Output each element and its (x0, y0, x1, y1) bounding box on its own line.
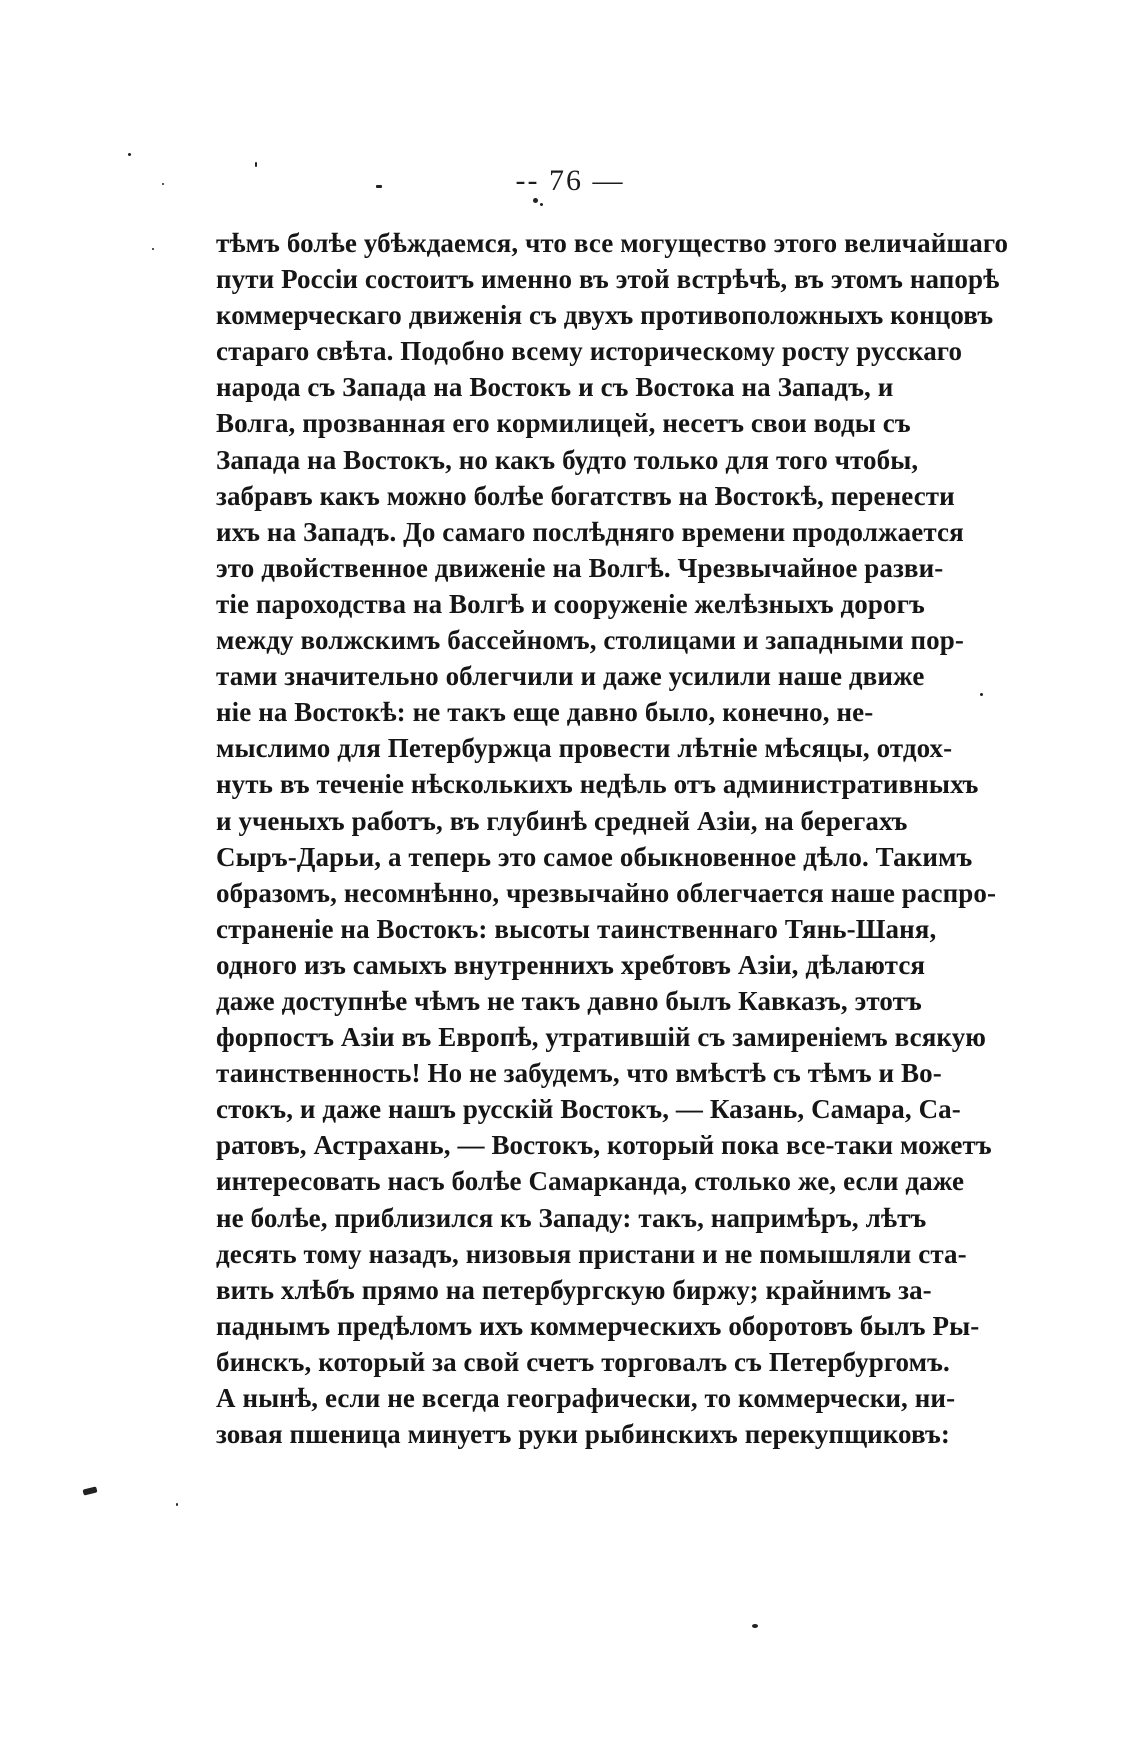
scan-speck (752, 1624, 758, 1628)
text-line-33: А нынѣ, если не всегда географически, то коммерчески, ни- (216, 1383, 956, 1413)
text-line-19: образомъ, несомнѣнно, чрезвычайно облегчается наше распро- (216, 877, 997, 908)
text-line-11: тіе пароходства на Волгѣ и сооруженіе желѣзныхъ дорогъ (216, 588, 925, 619)
text-line-30: вить хлѣбъ прямо на петербургскую биржу; крайнимъ за- (216, 1274, 932, 1305)
text-line-24: таинственность! Но не забудемъ, что вмѣстѣ съ тѣмъ и Во- (216, 1058, 942, 1089)
text-line-17: и ученыхъ работъ, въ глубинѣ средней Азіи, на берегахъ (216, 805, 908, 836)
scan-speck (376, 185, 382, 188)
page-number: -- 76 — (515, 164, 625, 197)
text-line-27: интересовать насъ болѣе Самарканда, столько же, если даже (216, 1166, 965, 1197)
text-line-15: мыслимо для Петербуржца провести лѣтніе мѣсяцы, отдох- (216, 733, 953, 764)
scan-speck (533, 198, 538, 203)
text-line-9: ихъ на Западъ. До самаго послѣдняго времени продолжается (216, 516, 964, 547)
text-line-29: десять тому назадъ, низовыя пристани и не помышляли ста- (216, 1238, 967, 1269)
text-line-18: Сыръ-Дарьи, а теперь это самое обыкновенное дѣло. Такимъ (216, 841, 973, 872)
text-line-2: пути Россіи состоитъ именно въ этой встрѣчѣ, въ этомъ напорѣ (216, 264, 1000, 295)
text-line-25: стокъ, и даже нашъ русскій Востокъ, — Казань, Самара, Са- (216, 1094, 961, 1125)
text-line-6: Волга, прозванная его кормилицей, несетъ свои воды съ (216, 408, 911, 439)
text-line-5: народа съ Запада на Востокъ и съ Востока на Западъ, и (216, 372, 894, 403)
text-line-8: забравъ какъ можно болѣе богатствъ на Востокѣ, перенести (216, 480, 955, 511)
text-line-14: ніе на Востокѣ: не такъ еще давно было, конечно, не- (216, 697, 874, 728)
body-text (216, 225, 1009, 1452)
text-line-32: бинскъ, который за свой счетъ торговалъ съ Петербургомъ. (216, 1346, 950, 1377)
scan-speck (82, 1486, 97, 1495)
text-line-21: одного изъ самыхъ внутреннихъ хребтовъ Азіи, дѣлаются (216, 949, 926, 980)
scan-speck (980, 693, 983, 696)
text-line-23: форпостъ Азіи въ Европѣ, утратившій съ замиреніемъ всякую (216, 1022, 987, 1053)
text-line-31: паднымъ предѣломъ ихъ коммерческихъ оборотовъ былъ Ры- (216, 1310, 980, 1341)
scan-speck (176, 1503, 178, 1506)
text-line-28: не болѣе, приблизился къ Западу: такъ, напримѣръ, лѣтъ (216, 1202, 927, 1233)
text-line-1: тѣмъ болѣе убѣждаемся, что все могущество этого величайшаго (216, 228, 1009, 258)
text-line-4: стараго свѣта. Подобно всему историческому росту русскаго (216, 336, 963, 367)
scan-speck (162, 183, 164, 185)
text-line-22: даже доступнѣе чѣмъ не такъ давно былъ Кавказъ, этотъ (216, 985, 922, 1016)
text-line-16: нуть въ теченіе нѣсколькихъ недѣль отъ административныхъ (216, 769, 979, 800)
text-line-10: это двойственное движеніе на Волгѣ. Чрезвычайное разви- (216, 552, 944, 583)
text-line-3: коммерческаго движенія съ двухъ противоположныхъ концовъ (216, 300, 994, 331)
scan-speck (152, 248, 154, 250)
text-line-7: Запада на Востокъ, но какъ будто только для того чтобы, (216, 444, 919, 475)
scan-speck (255, 162, 257, 167)
text-line-13: тами значительно облегчили и даже усилили наше движе (216, 661, 925, 692)
scan-speck (540, 203, 543, 206)
scan-speck (128, 153, 131, 156)
text-line-34: зовая пшеница минуетъ руки рыбинскихъ перекупщиковъ: (216, 1419, 950, 1450)
text-line-20: страненіе на Востокъ: высоты таинственнаго Тянь-Шаня, (216, 913, 937, 944)
text-line-26: ратовъ, Астрахань, — Востокъ, который пока все-таки можетъ (216, 1130, 992, 1161)
text-line-12: между волжскимъ бассейномъ, столицами и западными пор- (216, 625, 964, 656)
